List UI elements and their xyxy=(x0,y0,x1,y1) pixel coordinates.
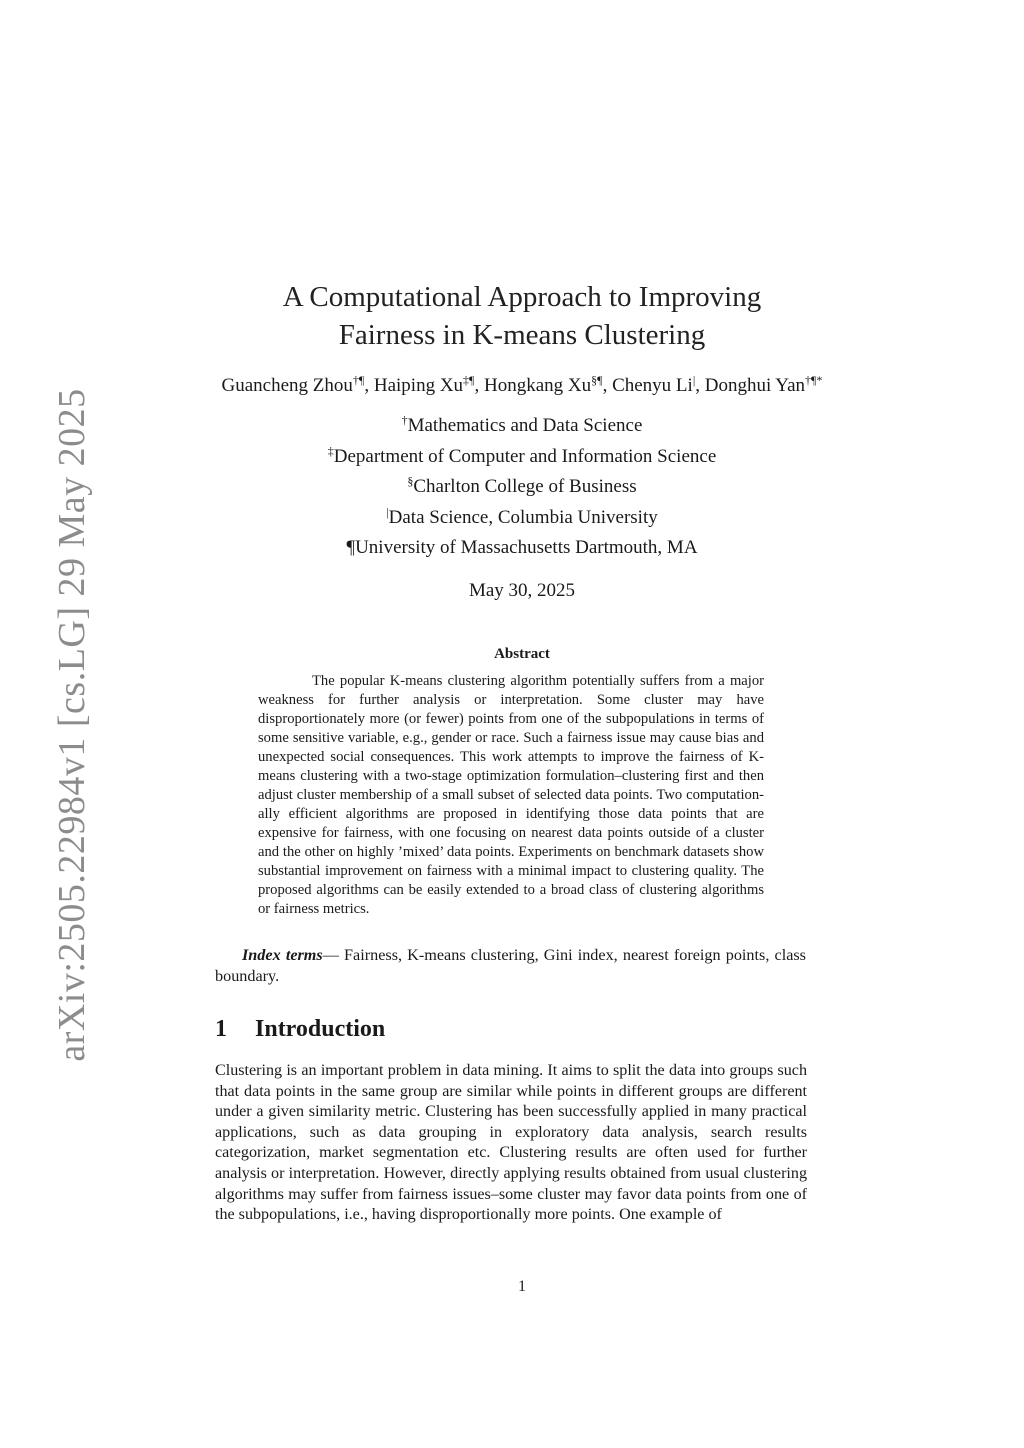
affiliation-mark: | xyxy=(386,504,389,519)
affiliation-line xyxy=(20,411,1024,442)
section-heading-introduction xyxy=(215,1016,385,1043)
affiliation-mark: † xyxy=(401,413,408,427)
author-list: Guancheng Zhou†¶, Haiping Xu‡¶, Hongkang Xu§¶, Chenyu Li|, Donghui Yan†¶* xyxy=(221,373,823,396)
abstract-heading: Abstract xyxy=(494,646,550,662)
affiliation-mark: § xyxy=(407,474,414,489)
index-terms xyxy=(215,945,806,987)
author-affiliation-mark: §¶ xyxy=(591,373,603,387)
author-name: Guancheng Zhou xyxy=(221,375,353,396)
page-number: 1 xyxy=(518,1278,526,1295)
title-line-2: Fairness in K-means Clustering xyxy=(338,319,706,351)
abstract-text: The popular K-means clustering algorithm potentially suffers from a major weakness for further analysis or interpretation. Some cluster may have disproportionately more (or fewer) points from one of the subpopulations in terms of some sensitive variable, e.g., gender or race. Such a fairness issue may cause bias and unexpected social consequences. This work attempts to improve the fairness of K-means clustering with a two-stage optimization formulation–clustering first and then adjust cluster membership of a small subset of selected data points. Two computationally efficient algorithms are proposed in identifying those data points that are expensive for fairness, with one focusing on nearest data points outside of a cluster and the other on highly ’mixed’ data points. Experiments on benchmark datasets show substantial improvement on fairness with a minimal impact to clustering quality. The proposed algorithms can be easily extended to a broad class of clustering algorithms or fairness metrics. xyxy=(258,673,764,917)
affiliation-text: ¶University of Massachusetts Dartmouth, MA xyxy=(346,537,698,559)
affiliation-line xyxy=(20,472,1024,503)
affiliation-text: Charlton College of Business xyxy=(413,476,637,498)
author-affiliation-mark: †¶* xyxy=(805,373,823,387)
index-terms-dash: — xyxy=(322,946,339,964)
affiliation-text: Data Science, Columbia University xyxy=(388,506,658,528)
author-name: Haiping Xu xyxy=(373,375,464,396)
author-affiliation-mark: ‡¶ xyxy=(463,373,475,387)
affiliation-mark: ‡ xyxy=(327,443,334,458)
affiliation-line xyxy=(20,442,1024,473)
affiliation-line xyxy=(20,533,1024,564)
section-number: 1 xyxy=(215,1016,227,1042)
author-name: Chenyu Li xyxy=(612,375,693,396)
arxiv-identifier-stamp: arXiv:2505.22984v1 [cs.LG] 29 May 2025 xyxy=(51,388,93,1062)
author-name: Hongkang Xu xyxy=(483,375,592,396)
affiliation-text: Department of Computer and Information Science xyxy=(333,445,717,467)
author-affiliation-mark: | xyxy=(692,373,696,387)
introduction-paragraph: Clustering is an important problem in data mining. It aims to split the data into groups such that data points in the same group are similar while points in different groups are different under a given similarity metric. Clustering has been successfully applied in many practical applications, such as data grouping in exploratory data analysis, search results categorization, market segmentation etc. Clustering results are often used for further analysis or interpretation. However, directly applying results obtained from usual clustering algorithms may suffer from fairness issues–some cluster may favor data points from one of the subpopulations, i.e., having disproportionally more points. One example of xyxy=(215,1062,807,1224)
index-terms-text: Fairness, K-means clustering, Gini index, nearest foreign points, class boundary. xyxy=(215,946,806,985)
affiliation-list xyxy=(20,411,1024,564)
author-affiliation-mark: †¶ xyxy=(352,373,365,387)
title-line-1: A Computational Approach to Improving xyxy=(282,281,762,313)
paper-title xyxy=(0,278,1024,354)
affiliation-line xyxy=(20,503,1024,534)
paper-date: May 30, 2025 xyxy=(468,580,576,601)
author-name: Donghui Yan xyxy=(704,375,806,396)
index-terms-label: Index terms xyxy=(242,946,323,964)
section-title: Introduction xyxy=(255,1016,386,1042)
affiliation-text: Mathematics and Data Science xyxy=(407,415,643,436)
